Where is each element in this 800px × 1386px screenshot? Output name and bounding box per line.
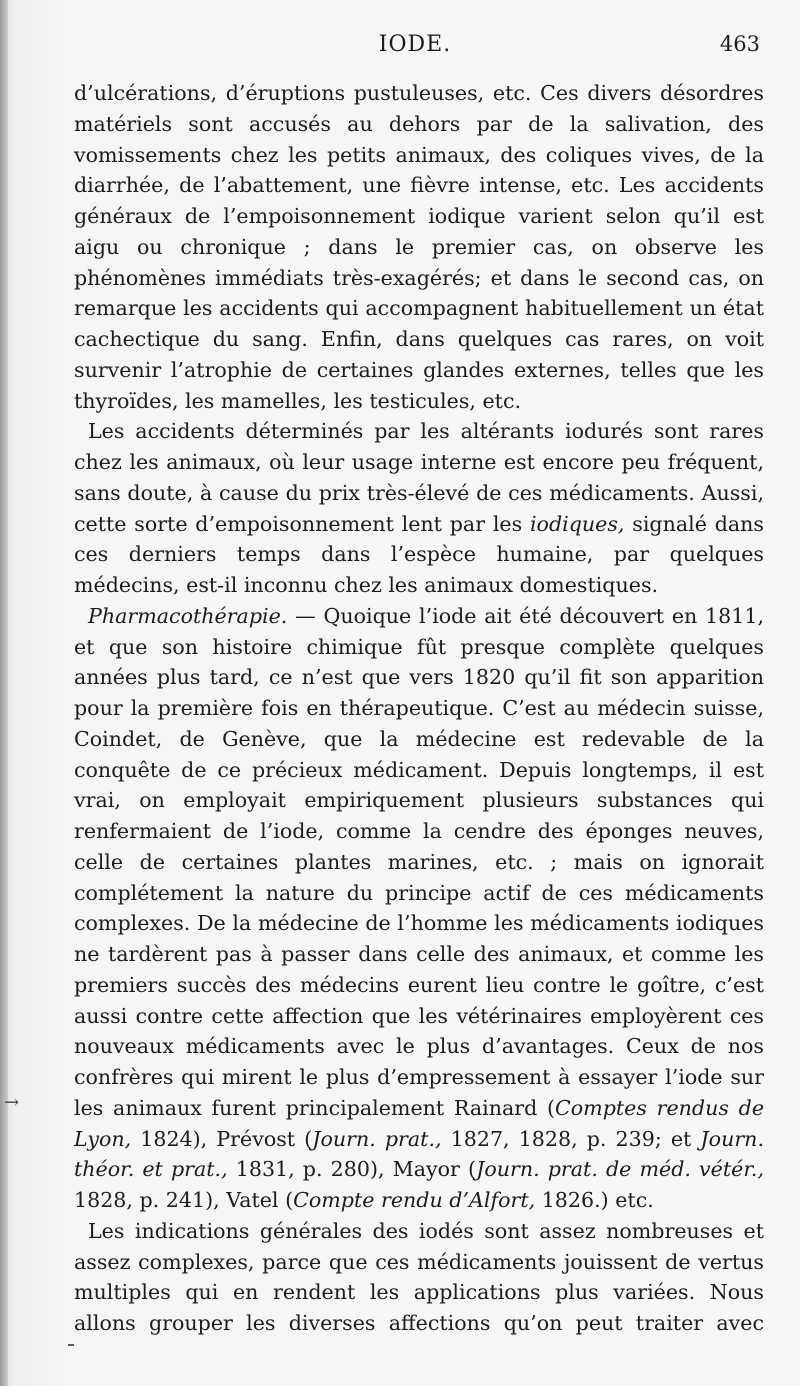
paragraph-text: — Quoique l’iode ait été découvert en 1811, et que son histoire chimique fût presque complète quelques années plus tard, ce n’est que vers 1820 qu’il fit son apparition pour la première fois en thérapeutique. C’est au médecin suisse, Coindet, de Genève, que la médecine est redevable de la conquête de ce précieux médicament. Depuis longtemps, il est vrai, on employait empiriquement plusieurs substances qui renfermaient de l’iode, comme la cendre des éponges neuves, celle de certaines plantes marines, etc. ; mais on ignorait complétement la nature du principe actif de ces médicaments complexes. De la médecine de l’homme les médicaments iodiques ne tardèrent pas à passer dans celle des animaux, et comme les premiers succès des médecins eurent lieu contre le goître, c’est aussi contre cette affection que les vétérinaires employèrent ces nouveaux médicaments avec le plus d’avantages. Ceux de nos confrères qui mirent le plus d’empressement à essayer l’iode sur les animaux furent principalement Rainard (: [74, 603, 764, 1120]
section-title-pharmacotherapie: Pharmacothérapie.: [88, 603, 288, 628]
page-binding-shadow: [0, 0, 8, 1386]
page-number: 463: [719, 32, 760, 56]
paragraph-accidents-iodures: [74, 416, 764, 601]
reference-journ-theor-prat: Journ. théor. et prat.,: [74, 1126, 764, 1182]
page-header: [70, 30, 760, 60]
reference-journ-prat-med-veter: Journ. prat. de méd. vétér.,: [476, 1157, 764, 1182]
paragraph-text: 1828, p. 241), Vatel (: [74, 1188, 294, 1212]
paragraph-pharmacotherapie: [74, 601, 764, 1216]
bottom-dash-mark: [68, 1344, 74, 1346]
term-iodiques: iodiques,: [529, 511, 625, 536]
reference-journ-prat: Journ. prat.,: [312, 1126, 442, 1151]
paragraph-text: signalé dans ces derniers temps dans l’espèce humaine, par quelques médecins, est-il inconnu chez les animaux domestiques.: [74, 511, 764, 597]
paragraph-text: 1827, 1828, p. 239; et: [441, 1126, 701, 1151]
reference-comptes-rendus-lyon: Comptes rendus de Lyon,: [74, 1095, 764, 1151]
paragraph-text: 1826.) etc.: [535, 1188, 654, 1212]
paragraph-indications: Les indications générales des iodés sont assez nombreuses et assez complexes, parce que ces médicaments jouissent de vertus multiples qui en rendent les applications plus variées. Nous allons grouper les diverses affections qu’on peut traiter avec: [74, 1218, 764, 1335]
paragraph-text: Les accidents déterminés par les altérants iodurés sont rares chez les animaux, où leur usage interne est encore peu fréquent, sans doute, à cause du prix très-élevé de ces médicaments. Aussi, cette sorte d’empoisonnement lent par les: [74, 419, 764, 536]
margin-arrow-mark: →: [4, 1092, 20, 1113]
reference-compte-rendu-alfort: Compte rendu d’Alfort,: [293, 1188, 536, 1212]
paragraph-ulcerations: d’ulcérations, d’éruptions pustuleuses, etc. Ces divers désordres matériels sont accusés au dehors par de la salivation, des vomissements chez les petits animaux, des coliques vives, de la diarrhée, de l’abattement, une fièvre intense, etc. Les accidents généraux de l’empoisonnement iodique varient selon qu’il est aigu ou chronique ; dans le premier cas, on observe les phénomènes immédiats très-exagérés; et dans le second cas, on remarque les accidents qui accompagnent habituellement un état cachectique du sang. Enfin, dans quelques cas rares, on voit survenir l’atrophie de certaines glandes externes, telles que les thyroïdes, les mamelles, les testicules, etc.: [74, 81, 764, 413]
body-text: [74, 78, 764, 1339]
paragraph-text: 1831, p. 280), Mayor (: [227, 1157, 477, 1182]
paragraph-text: 1824), Prévost (: [131, 1126, 313, 1151]
running-title: IODE.: [378, 32, 452, 57]
